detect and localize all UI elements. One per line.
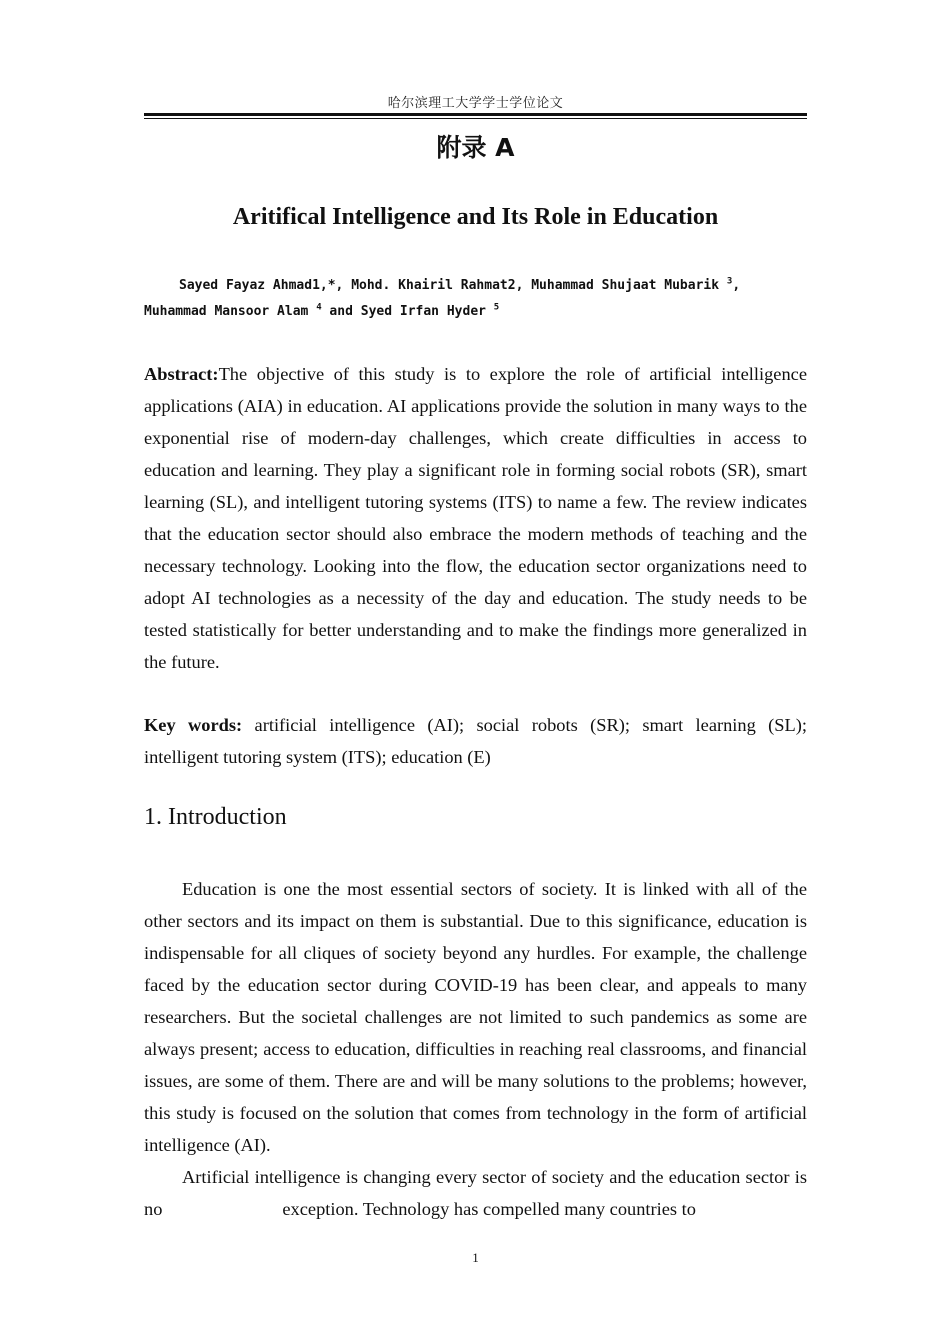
introduction-paragraph-2 — [144, 1161, 807, 1225]
header-rule-thick — [144, 113, 807, 116]
author-line-1 — [144, 273, 807, 299]
keywords-text: artificial intelligence (AI); social robots (SR); smart learning (SL); intelligent tutoring system (ITS); education (E) — [144, 715, 807, 767]
author-list — [144, 273, 807, 325]
abstract-label: Abstract: — [144, 364, 219, 384]
author-affiliation-mark: 1,* — [312, 278, 336, 293]
paper-title: Aritifical Intelligence and Its Role in Education — [232, 204, 719, 230]
abstract-text: The objective of this study is to explore the role of artificial intelligence applications (AIA) in education. AI applications provide the solution in many ways to the exponential rise of modern-day challenges, which create difficulties in access to education and learning. They play a significant role in forming social robots (SR), smart learning (SL), and intelligent tutoring systems (ITS) to name a few. The review indicates that the education sector should also embrace the modern methods of teaching and the necessary technology. Looking into the flow, the education sector organizations need to adopt AI technologies as a necessity of the day and education. The study needs to be tested statistically for better understanding and to make the findings more generalized in the future. — [144, 364, 807, 672]
author-line-2 — [144, 299, 807, 325]
keywords-label: Key words: — [144, 715, 243, 735]
author-separator: , — [732, 278, 741, 293]
author-affiliation-mark: 5 — [493, 302, 500, 313]
author-affiliation-mark: 3 — [726, 276, 733, 287]
author-name: , Muhammad Shujaat Mubarik — [515, 278, 727, 293]
abstract — [144, 358, 807, 678]
author-name: Muhammad Mansoor Alam — [144, 304, 317, 319]
author-name: , Mohd. Khairil Rahmat — [335, 278, 508, 293]
header-rule-thin — [144, 118, 807, 119]
running-header: 哈尔滨理工大学学士学位论文 — [387, 96, 564, 111]
page-number: 1 — [472, 1250, 479, 1265]
appendix-title: 附录 A — [436, 133, 515, 162]
introduction-body — [144, 873, 807, 1225]
paragraph-text: exception. Technology has compelled many countries to — [282, 1199, 696, 1219]
author-name: Sayed Fayaz Ahmad — [179, 278, 313, 293]
document-page — [144, 0, 807, 1344]
author-affiliation-mark: 2 — [507, 278, 516, 293]
section-heading-introduction: 1. Introduction — [144, 804, 287, 830]
introduction-paragraph-1: Education is one the most essential sectors of society. It is linked with all of the other sectors and its impact on them is substantial. Due to this significance, education is indispensable for all cliques of society beyond any hurdles. For example, the challenge faced by the education sector during COVID-19 has been clear, and appeals to many researchers. But the societal challenges are not limited to such pandemics as some are always present; access to education, difficulties in reaching real classrooms, and financial issues, are some of them. There are and will be many solutions to the problems; however, this study is focused on the solution that comes from technology in the form of artificial intelligence (AI). — [144, 879, 807, 1155]
keywords — [144, 709, 807, 773]
author-name: and Syed Irfan Hyder — [321, 304, 494, 319]
paragraph-text: Artificial intelligence is changing every sector of society and the education sector is no — [144, 1167, 807, 1219]
author-affiliation-mark: 4 — [316, 302, 322, 313]
